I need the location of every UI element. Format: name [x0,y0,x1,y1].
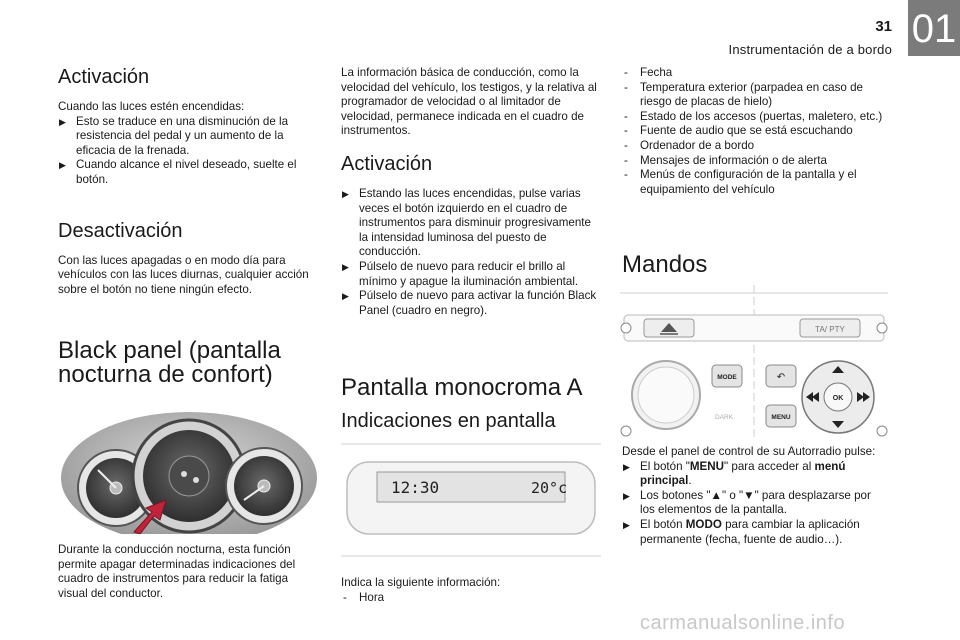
column-3 [622,66,884,277]
list-item: - Menús de configuración de la pantalla y el equipamiento del vehículo [622,168,884,197]
svg-text:MODE: MODE [717,374,737,381]
indica-list [341,591,599,606]
list-item: - Fuente de audio que se está escuchando [622,124,884,139]
section-title: Instrumentación de a bordo [728,42,892,57]
black-panel-heading-line-2: nocturna de confort) [58,361,273,389]
instrument-cluster-illustration [58,408,320,534]
instrument-cluster-image [58,408,320,534]
list-item: - Mensajes de información o de alerta [622,154,884,169]
activacion-list-2 [341,187,599,318]
display-time: 12:30 [391,478,440,497]
svg-text:DARK: DARK [714,414,734,421]
list-item: ▶ Púlselo de nuevo para reducir el brillo al mínimo y apague la iluminación ambiental. [341,260,599,289]
list-item: - Hora [341,591,599,606]
desactivacion-text: Con las luces apagadas o en modo día para vehículos con las luces diurnas, cualquier acción sobre el botón no tiene ningún efecto. [58,253,309,296]
list-item: ▶ El botón MODO para cambiar la aplicación permanente (fecha, fuente de audio…). [622,518,884,547]
black-panel-text: Durante la conducción nocturna, esta función permite apagar determinadas indicaciones del cuadro de instrumentos para reducir la fatiga visual del conductor. [58,543,296,600]
back-icon: ↶ [776,372,786,383]
list-item: - Fecha [622,66,884,81]
indica-block [341,576,599,605]
chapter-tab: 01 [908,0,960,56]
activacion-heading-2: Activación [341,152,433,175]
black-panel-heading [58,339,320,387]
indica-text: Indica la siguiente información: [341,576,501,589]
activacion-list [58,115,320,188]
pantalla-heading: Pantalla monocroma A [341,374,583,402]
indicaciones-heading: Indicaciones en pantalla [341,410,556,433]
intro-text: La información básica de conducción, como la velocidad del vehículo, los testigos, y la relativa al programador de velocidad o al limitador de velocidad, permanece indicada en el cuadro de instrumentos. [341,66,597,138]
svg-text:TA/ PTY: TA/ PTY [815,325,845,334]
radio-panel-image [620,285,888,441]
menu-key: MENU [689,459,725,473]
list-item: ▶ Púlselo de nuevo para activar la función Black Panel (cuadro en negro). [341,289,599,318]
list-item: ▶ Esto se traduce en una disminución de la resistencia del pedal y un aumento de la eficacia de la frenada. [58,115,320,159]
desde-text: Desde el panel de control de su Autorradio pulse: [622,445,876,458]
column-2 [341,66,599,432]
list-item: - Estado de los accesos (puertas, maletero, etc.) [622,110,884,125]
list-item: - Ordenador de a bordo [622,139,884,154]
modo-key: MODO [685,517,722,531]
list-item: ▶ El botón "MENU" para acceder al menú principal. [622,460,884,489]
mandos-heading: Mandos [622,251,708,279]
desactivacion-heading: Desactivación [58,219,183,242]
info-list [622,66,884,197]
list-item: ▶ Estando las luces encendidas, pulse varias veces el botón izquierdo en el cuadro de instrumentos para disminuir progresivamente la intensidad luminosa del puesto de conducción. [341,187,599,260]
menu-principal: menú principal [640,459,846,488]
activacion-intro: Cuando las luces estén encendidas: [58,100,245,113]
column-1 [58,66,320,387]
black-panel-text-block [58,543,320,601]
mandos-list [622,460,884,548]
page-number: 31 [875,18,892,35]
monochrome-display-image [341,440,601,560]
list-item: ▶ Los botones "▲" o "▼" para desplazarse por los elementos de la pantalla. [622,489,884,518]
list-item: - Temperatura exterior (parpadea en caso de riesgo de placas de hielo) [622,81,884,110]
display-temp: 20°c [531,479,568,497]
list-item: ▶ Cuando alcance el nivel deseado, suelte el botón. [58,158,320,187]
watermark: carmanualsonline.info [640,612,846,634]
activacion-heading: Activación [58,66,150,88]
mandos-block [622,445,884,547]
black-panel-heading-line-1: Black panel (pantalla [58,337,281,365]
svg-text:MENU: MENU [771,414,791,421]
svg-text:OK: OK [832,395,844,402]
